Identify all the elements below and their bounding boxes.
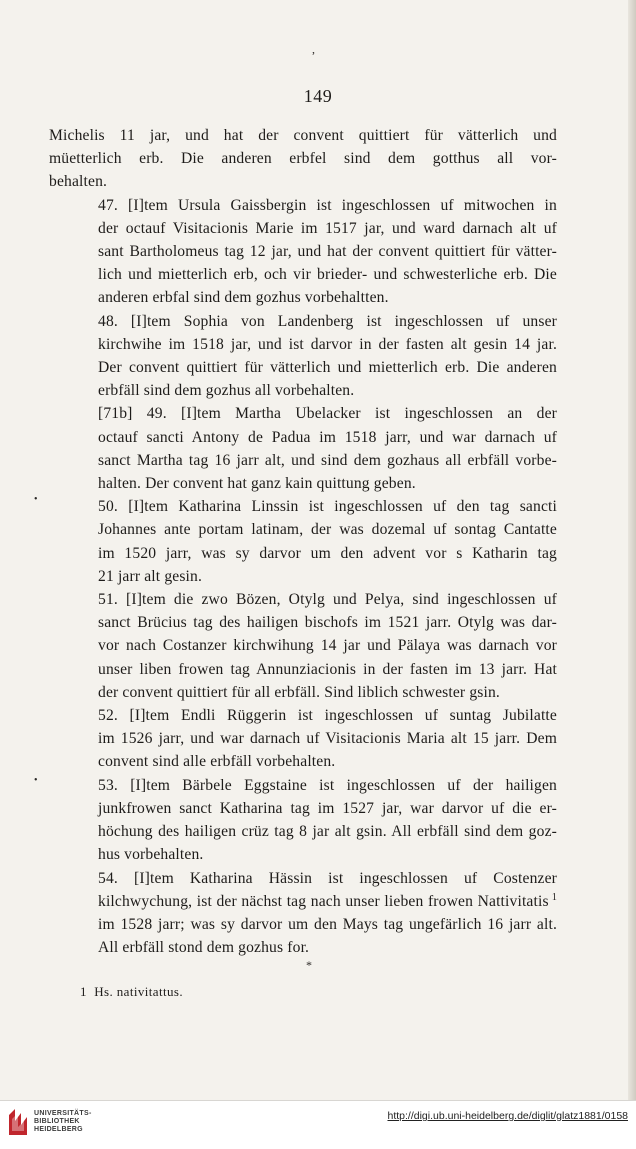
text-line: kilchwychung, ist der nächst tag nach unser lieben frowen Nattivitatis $^1$ xyxy=(98,891,557,910)
library-name-line: UNIVERSITÄTS- xyxy=(34,1110,92,1117)
text-line: 54. [I]tem Katharina Hässin ist ingeschlossen uf Costenzer xyxy=(98,869,557,887)
paragraph xyxy=(49,774,557,867)
footnote-text: Hs. nativitattus. xyxy=(94,984,183,999)
library-name-line: BIBLIOTHEK xyxy=(34,1118,80,1125)
text-line: im 1520 jarr, was sy darvor um den advent vor s Katharin tag xyxy=(98,544,557,562)
text-line: sanct Martha tag 16 jarr alt, und sind dem gozhaus all erbfäll vorbe- xyxy=(98,451,557,469)
text-line: müetterlich erb. Die anderen erbfel sind dem gotthus all vor- xyxy=(49,150,557,168)
text-line: vor nach Costanzer kirchwihung 14 jar und Pälaya was darnach vor xyxy=(98,637,557,655)
text-line: 47. [I]tem Ursula Gaissbergin ist ingeschlossen uf mitwochen in xyxy=(98,196,557,214)
ink-mark: * xyxy=(306,958,312,972)
text-line: sant Bartholomeus tag 12 jar, und hat der convent quittiert für vätter- xyxy=(98,243,557,261)
text-line: convent sind alle erbfäll vorbehalten. xyxy=(98,753,336,771)
text-line: sanct Brücius tag des hailigen bischofs im 1521 jarr. Otylg was dar- xyxy=(98,614,557,632)
footnote xyxy=(80,984,183,1000)
text-line: octauf sancti Antony de Padua im 1518 jarr, und war darnach uf xyxy=(98,428,557,446)
text-line: unser liben frowen tag Annunziacionis in der fasten im 13 jarr. Hat xyxy=(98,660,557,678)
page-edge xyxy=(628,0,636,1100)
text-line: lich und mietterlich erb, och vir brieder- und schwesterliche erb. Die xyxy=(98,266,557,284)
paragraph xyxy=(49,867,557,960)
text-line: im 1528 jarr; was sy darvor um den Mays tag ungefärlich 16 jarr alt. xyxy=(98,915,557,933)
text-line: der convent quittiert für all erbfäll. Sind liblich schwester gsin. xyxy=(98,683,500,701)
text-line: Michelis 11 jar, und hat der convent quittiert für vätterlich und xyxy=(49,127,557,144)
paragraph xyxy=(49,704,557,774)
text-line: im 1526 jarr, und war darnach uf Visitacionis Maria alt 15 jarr. Dem xyxy=(98,730,557,748)
paragraph xyxy=(49,402,557,495)
text-line: 53. [I]tem Bärbele Eggstaine ist ingeschlossen uf der hailigen xyxy=(98,776,557,794)
text-line: anderen erbfal sind dem gozhus vorbehaltten. xyxy=(98,289,389,307)
footnote-reference: 1 xyxy=(548,891,557,903)
text-line: Johannes ante portam latinam, der was dozemal uf sontag Cantatte xyxy=(98,521,557,539)
text-line: 48. [I]tem Sophia von Landenberg ist ingeschlossen uf unser xyxy=(98,312,557,330)
library-name-line: HEIDELBERG xyxy=(34,1126,83,1133)
paragraph xyxy=(49,310,557,403)
source-url-link[interactable]: http://digi.ub.uni-heidelberg.de/diglit/glatz1881/0158 xyxy=(387,1110,628,1122)
text-line: kirchwihe im 1518 jar, und ist darvor in der fasten alt gesin 14 jar. xyxy=(98,335,557,353)
footnote-number: 1 xyxy=(80,984,87,999)
text-line: erbfäll sind dem gozhus all vorbehalten. xyxy=(98,382,355,400)
text-line: hus vorbehalten. xyxy=(98,846,204,864)
text-line: höchung des hailigen crüz tag 8 jar alt gsin. All erbfäll sind dem goz- xyxy=(98,823,557,841)
paragraph xyxy=(49,588,557,704)
ink-mark: • xyxy=(34,494,38,505)
ink-mark: • xyxy=(34,775,38,786)
text-line: behalten. xyxy=(49,173,108,191)
body-text xyxy=(49,124,557,959)
text-line: 51. [I]tem die zwo Bözen, Otylg und Pelya, sind ingeschlossen uf xyxy=(98,591,557,609)
paragraph xyxy=(49,495,557,588)
text-line: All erbfäll stond dem gozhus for. xyxy=(98,939,310,957)
page-number: 149 xyxy=(303,86,333,106)
viewer-footer xyxy=(0,1100,636,1149)
paragraph xyxy=(49,124,557,194)
text-line: 52. [I]tem Endli Rüggerin ist ingeschlossen uf suntag Jubilatte xyxy=(98,707,557,725)
library-name xyxy=(34,1110,92,1134)
text-line: 50. [I]tem Katharina Linssin ist ingeschlossen uf den tag sancti xyxy=(98,498,557,516)
text-line: [71b] 49. [I]tem Martha Ubelacker ist ingeschlossen an der xyxy=(98,405,557,423)
text-line: 21 jarr alt gesin. xyxy=(98,567,203,585)
ink-mark: , xyxy=(312,42,315,56)
text-line: der octauf Visitacionis Marie im 1517 jar, und ward darnach alt uf xyxy=(98,219,557,237)
paragraph xyxy=(49,194,557,310)
text-line: halten. Der convent hat ganz kain quittung geben. xyxy=(98,475,416,493)
university-library-logo-icon xyxy=(6,1107,30,1137)
text-line: Der convent quittiert für vätterlich und mietterlich erb. Die anderen xyxy=(98,359,557,377)
text-line: junkfrowen sanct Katharina tag im 1527 jar, war darvor uf die er- xyxy=(98,799,557,817)
